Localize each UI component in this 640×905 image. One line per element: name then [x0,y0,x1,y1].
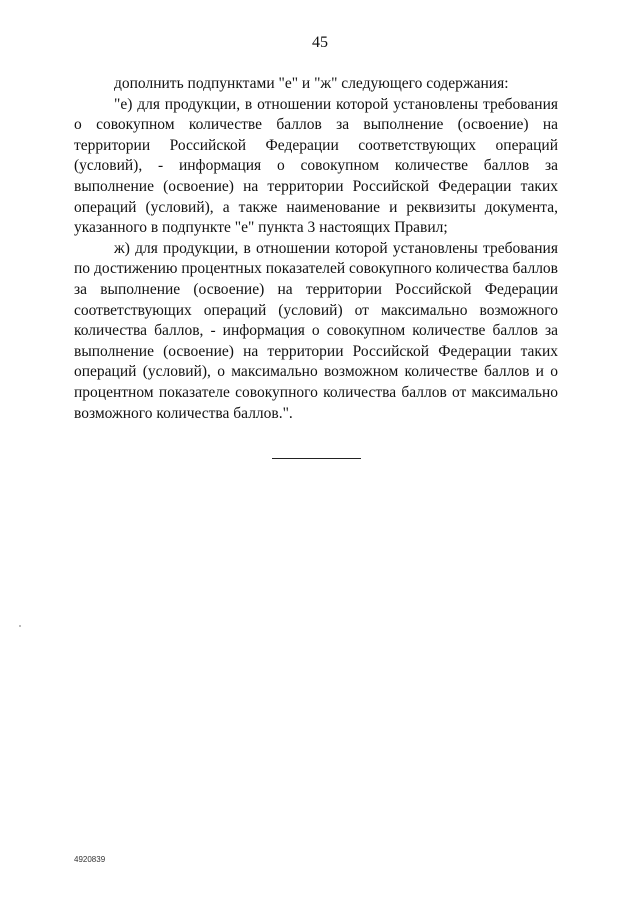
end-separator-line [272,458,361,459]
document-code: 4920839 [74,855,106,864]
page-number: 45 [312,34,328,51]
subpoint-e-paragraph: "е) для продукции, в отношении которой установлены требования о совокупном количестве баллов за выполнение (освоение) на территории Российской Федерации соответствующих операций (условий), - информация о совокупном количестве баллов за выполнение (освоение) на территории Российской Федерации таких операций (условий), а также наименование и реквизиты документа, указанного в подпункте "е" пункта 3 настоящих Правил; [74,95,558,237]
intro-paragraph: дополнить подпунктами "е" и "ж" следующего содержания: [114,75,509,92]
document-body [74,74,558,424]
scan-speck [19,625,21,627]
subpoint-zh-paragraph: ж) для продукции, в отношении которой установлены требования по достижению процентных показателей совокупного количества баллов за выполнение (освоение) на территории Российской Федерации соответствующих операций (условий) от максимально возможного количества баллов, - информация о совокупном количестве баллов за выполнение (освоение) на территории Российской Федерации таких операций (условий), о максимально возможном количестве баллов и о процентном показателе совокупного количества баллов от максимально возможного количества баллов.". [74,239,558,422]
